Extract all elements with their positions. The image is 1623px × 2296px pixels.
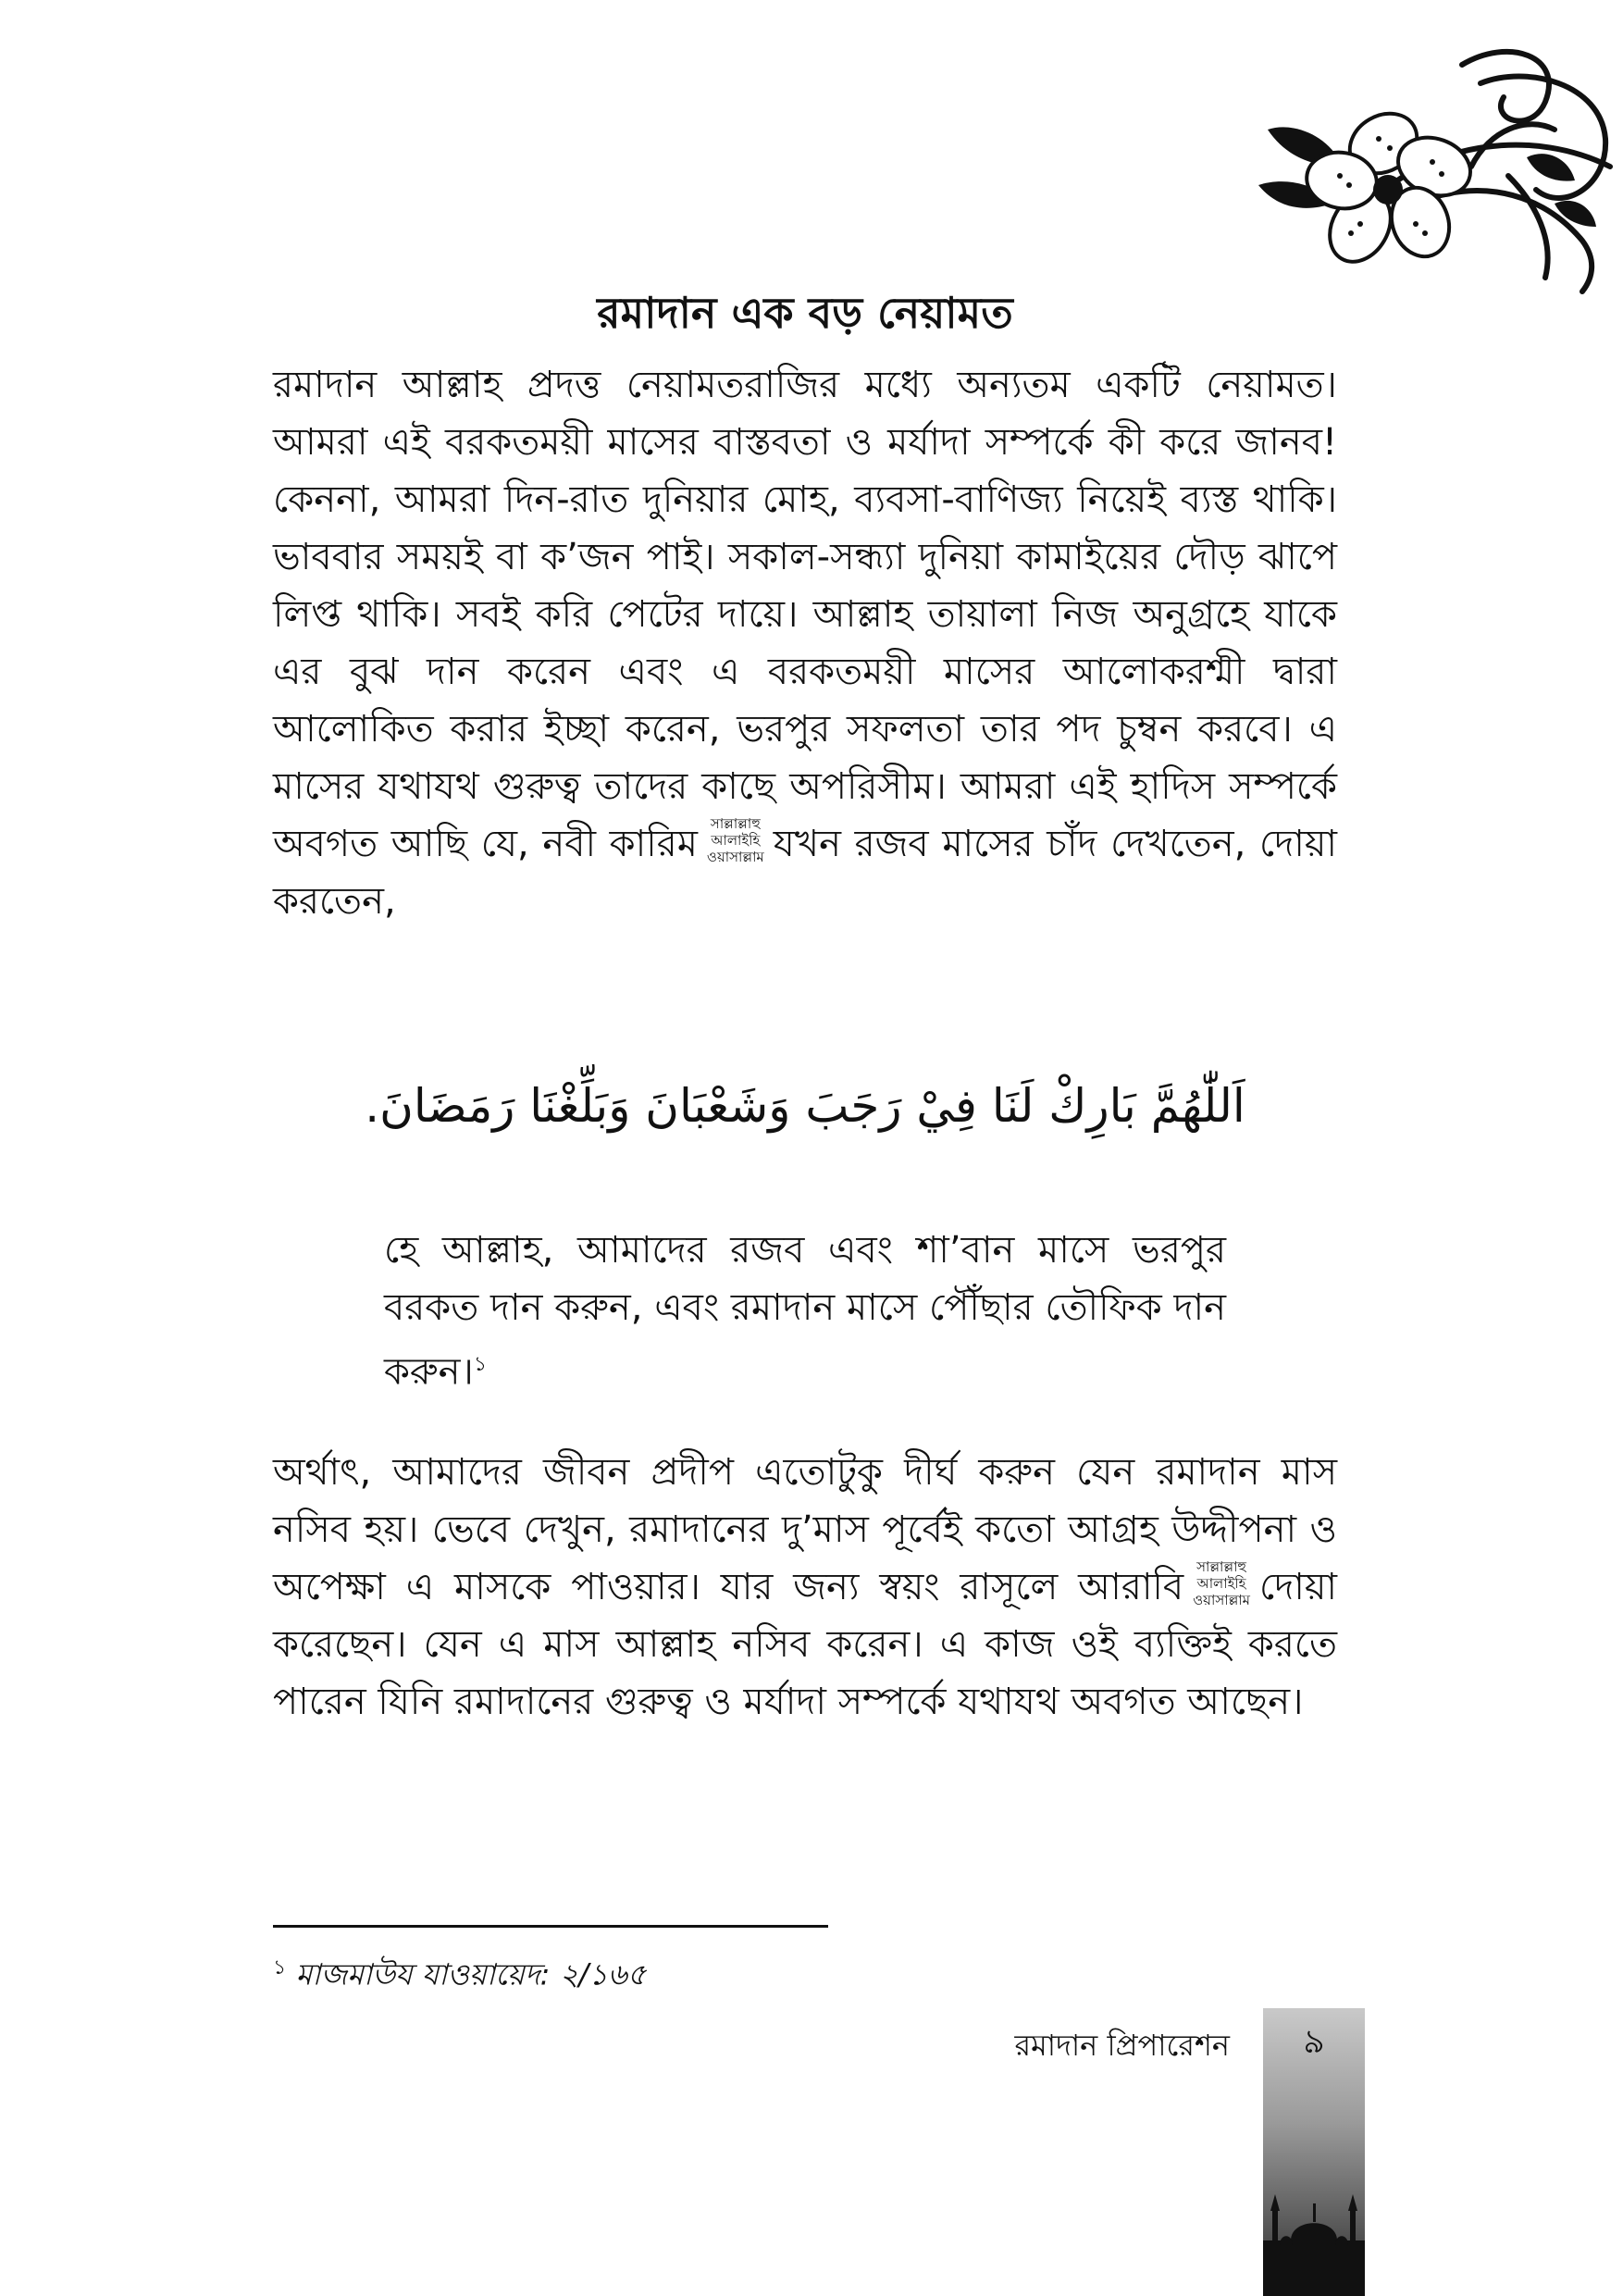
footnote-mark: ১ [273, 1956, 287, 1980]
paragraph-text: দোয়া করেছেন। যেন এ মাস আল্লাহ নসিব করেন। এ কাজ ওই ব্যক্তিই করতে পারেন যিনি রমাদানের গুরুত্ব ও মর্যাদা সম্পর্কে যথাযথ অবগত আছেন। [273, 1566, 1337, 1723]
paragraph-text: রমাদান আল্লাহ প্রদত্ত নেয়ামতরাজির মধ্যে অন্যতম একটি নেয়ামত। আমরা এই বরকতময়ী মাসের বাস্তবতা ও মর্যাদা সম্পর্কে কী করে জানব! কেননা, আমরা দিন-রাত দুনিয়ার মোহ, ব্যবসা-বাণিজ্য নিয়েই ব্যস্ত থাকি। ভাববার সময়ই বা ক’জন পাই। সকাল-সন্ধ্যা দুনিয়া কামাইয়ের দৌড় ঝাপে লিপ্ত থাকি। সবই করি পেটের দায়ে। আল্লাহ তায়ালা নিজ অনুগ্রহে যাকে এর বুঝ দান করেন এবং এ বরকতময়ী মাসের আলোকরশ্মী দ্বারা আলোকিত করার ইচ্ছা করেন, ভরপুর সফলতা তার পদ চুম্বন করবে। এ মাসের যথাযথ গুরুত্ব তাদের কাছে অপরিসীম। আমরা এই হাদিস সম্পর্কে অবগত আছি যে, নবী কারিম [273, 364, 1337, 865]
quote-text: হে আল্লাহ, আমাদের রজব এবং শা’বান মাসে ভরপুর বরকত দান করুন, এবং রমাদান মাসে পৌঁছার তৌফিক দান করুন। [384, 1229, 1226, 1394]
paragraph-text: অর্থাৎ, আমাদের জীবন প্রদীপ এতোটুকু দীর্ঘ করুন যেন রমাদান মাস নসিব হয়। ভেবে দেখুন, রমাদানের দু’মাস পূর্বেই কতো আগ্রহ উদ্দীপনা ও অপেক্ষা এ মাসকে পাওয়ার। যার জন্য স্বয়ং রাসূলে আরাবি [273, 1451, 1337, 1608]
salawat-line: সাল্লাল্লাহু [710, 815, 761, 832]
body-paragraph-2 [273, 1444, 1337, 1731]
salawat-line: আলাইহি [1196, 1575, 1246, 1592]
salawat-ligature [707, 815, 764, 865]
page-tab [1263, 2008, 1365, 2296]
salawat-line: সাল্লাল্লাহু [1196, 1558, 1246, 1575]
mosque-silhouette-icon [1263, 2166, 1365, 2296]
salawat-line: ওয়াসাল্লাম [706, 849, 764, 865]
chapter-title: রমাদান এক বড় নেয়ামত [597, 288, 1013, 338]
footnote-divider [273, 1925, 828, 1928]
floral-ornament-icon [1231, 28, 1619, 305]
translation-quote [384, 1222, 1226, 1400]
salawat-ligature [1193, 1558, 1250, 1608]
footnote-text: মাজমাউয যাওয়ায়েদ: ২/১৬৫ [295, 1956, 647, 1992]
salawat-line: ওয়াসাল্লাম [1193, 1592, 1250, 1608]
arabic-dua: اَللّٰهُمَّ بَارِكْ لَنَا فِيْ رَجَبَ وَشَعْبَانَ وَبَلِّغْنَا رَمَضَانَ. [365, 1079, 1245, 1133]
running-title: রমাদান প্রিপারেশন [1014, 2028, 1230, 2063]
salawat-line: আলাইহি [711, 832, 761, 849]
page-number: ৯ [1303, 2023, 1325, 2061]
paragraph-text: যখন রজব মাসের চাঁদ দেখতেন, দোয়া করতেন, [273, 823, 1337, 923]
footnote [273, 1948, 647, 1995]
body-paragraph-1 [273, 356, 1337, 930]
footnote-reference: ১ [473, 1353, 488, 1376]
